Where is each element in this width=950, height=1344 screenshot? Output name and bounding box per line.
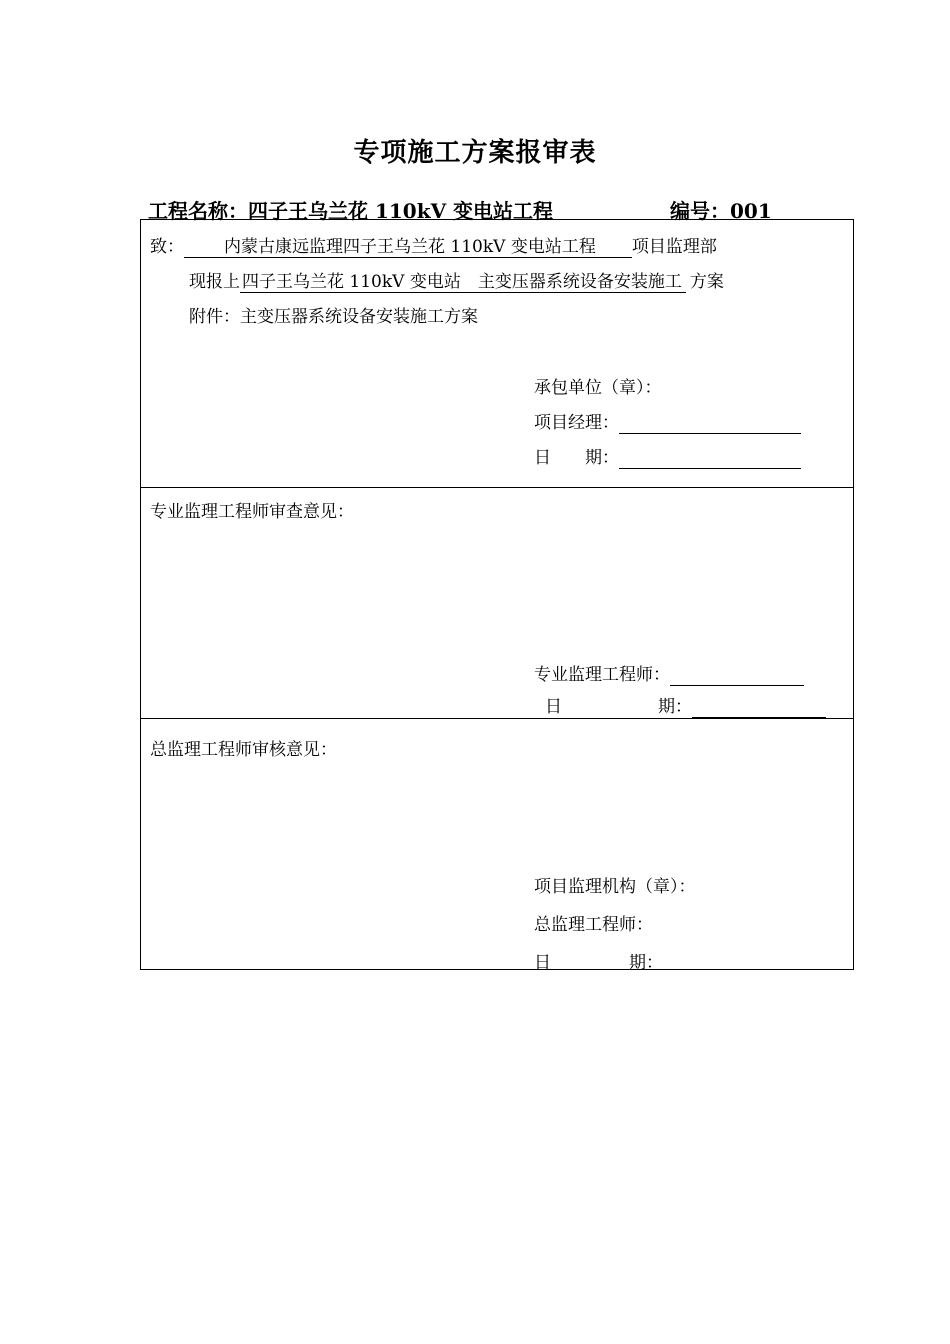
project-manager-label: 项目经理： <box>534 413 619 433</box>
serial-number-value: 001 <box>730 199 772 223</box>
submission-subject: 四子王乌兰花 110kV 变电站 主变压器系统设备安装施工 <box>240 272 686 293</box>
submission-date-field[interactable] <box>619 452 801 469</box>
project-name-value: 四子王乌兰花 110kV 变电站工程 <box>248 199 554 223</box>
approval-form-table <box>140 219 854 973</box>
specialist-engineer-line <box>534 664 804 686</box>
specialist-engineer-signature-field[interactable] <box>670 669 804 686</box>
section-divider-1 <box>141 487 853 488</box>
serial-number-label: 编号： <box>670 199 730 223</box>
addressee-label: 致： <box>150 237 184 257</box>
chief-engineer-label: 总监理工程师： <box>534 915 653 935</box>
project-manager-line <box>534 412 801 434</box>
chief-review-heading: 总监理工程师审核意见： <box>150 740 337 760</box>
addressee-dept: 项目监理部 <box>631 237 717 257</box>
submission-suffix: 方案 <box>689 272 724 292</box>
specialist-engineer-label: 专业监理工程师： <box>534 665 670 685</box>
contractor-seal-label: 承包单位（章）： <box>534 378 662 398</box>
specialist-date-label-period: 期： <box>658 697 692 717</box>
attachment-label: 附件： <box>189 307 240 327</box>
section-divider-2 <box>141 718 853 719</box>
chief-date-label-day: 日 <box>534 953 551 973</box>
project-manager-signature-field[interactable] <box>619 417 801 434</box>
attachment-line <box>189 306 478 328</box>
project-name-label: 工程名称： <box>148 199 248 223</box>
specialist-date-field[interactable] <box>692 701 826 718</box>
supervision-agency-seal-label: 项目监理机构（章）： <box>534 877 696 897</box>
chief-date-label-period: 期： <box>629 953 663 973</box>
specialist-date-label-day: 日 <box>545 697 562 717</box>
addressee-org: 内蒙古康远监理四子王乌兰花 110kV 变电站工程 <box>184 237 632 258</box>
specialist-date-line <box>545 696 826 718</box>
submission-date-line <box>534 447 801 469</box>
attachment-text: 主变压器系统设备安装施工方案 <box>240 307 478 327</box>
chief-date-line <box>534 952 663 974</box>
submission-prefix: 现报上 <box>189 272 240 292</box>
submission-date-label: 日 期： <box>534 448 619 468</box>
specialist-review-heading: 专业监理工程师审查意见： <box>150 502 354 522</box>
form-title: 专项施工方案报审表 <box>353 138 597 168</box>
submission-line <box>189 271 724 293</box>
addressee-line <box>150 236 717 258</box>
